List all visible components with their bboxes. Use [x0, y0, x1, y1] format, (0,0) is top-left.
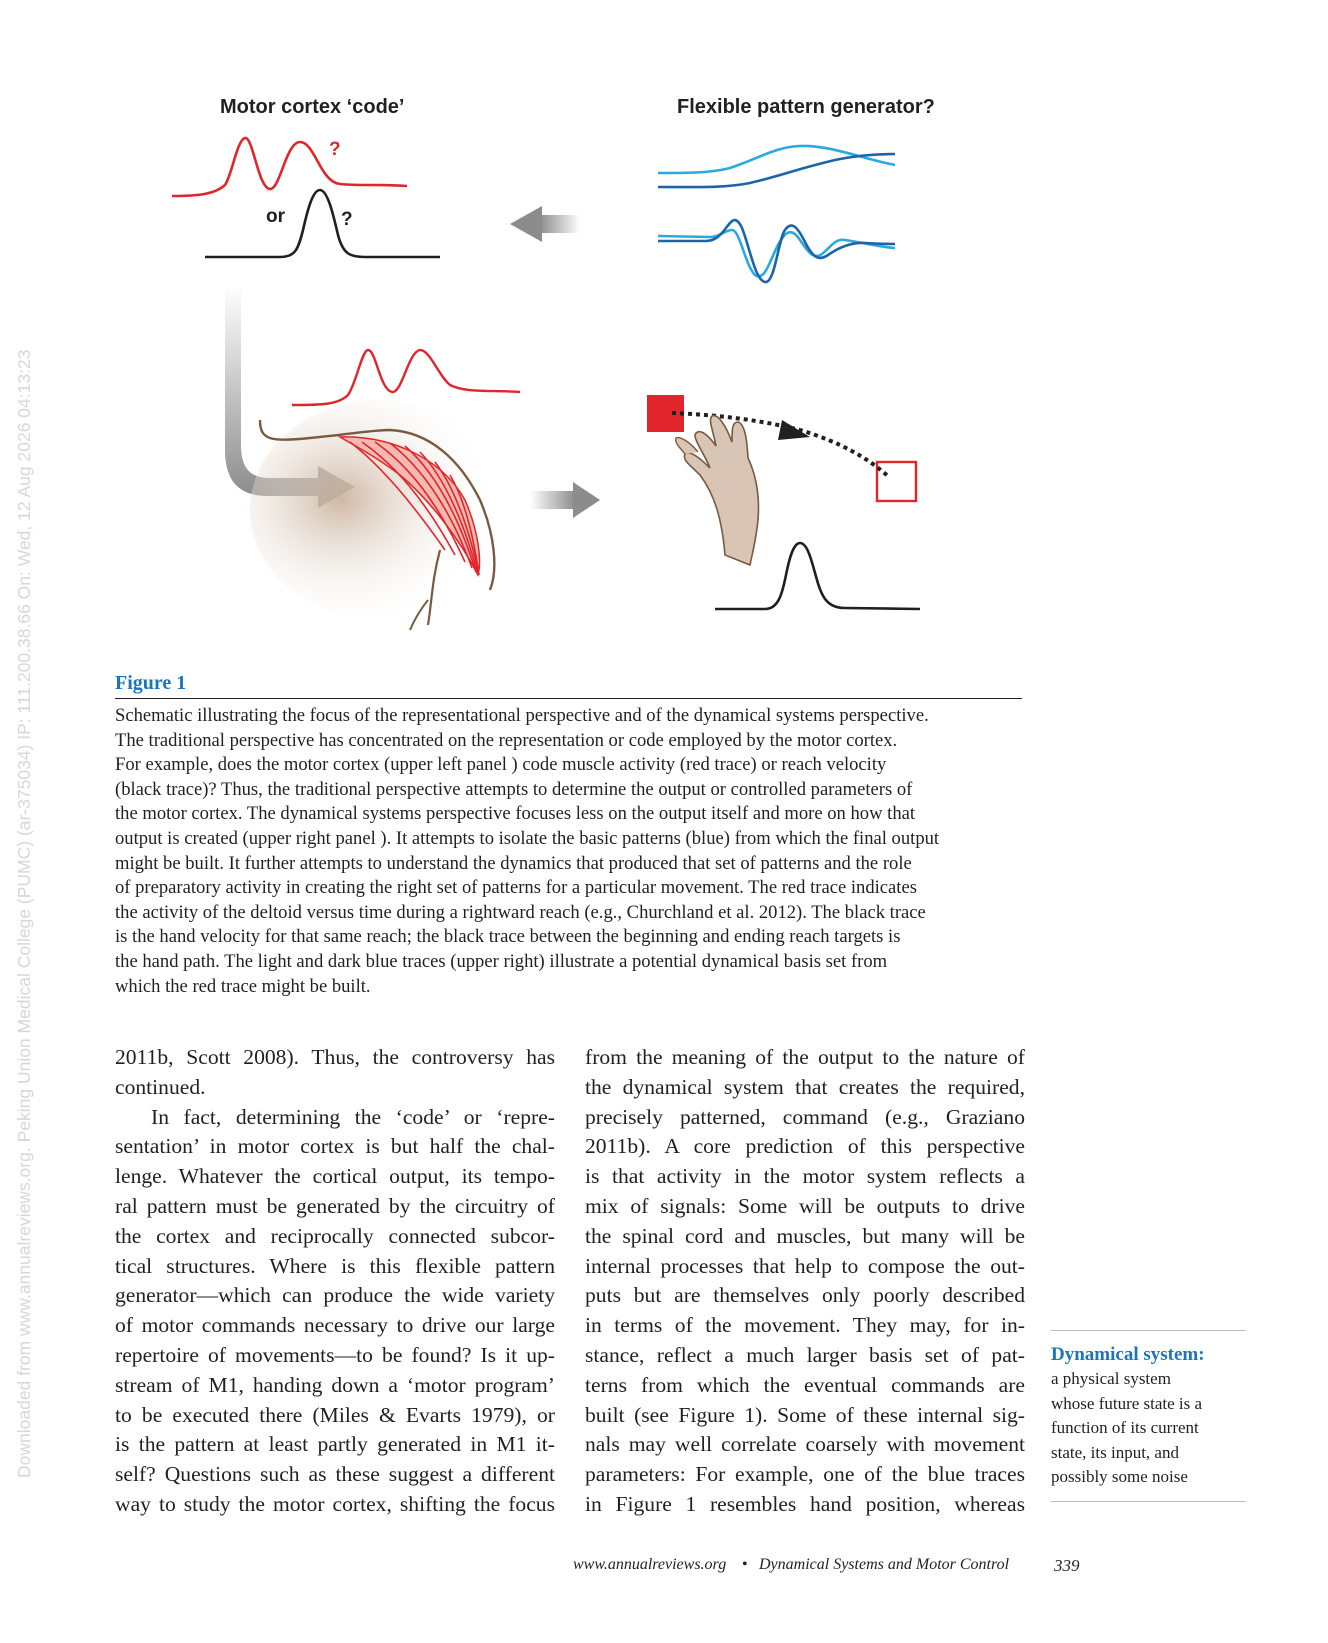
caption-line: the motor cortex. The dynamical systems perspective focuses less on the output itself and more on how that — [115, 803, 916, 825]
body-line: the dynamical system that creates the required, — [585, 1074, 1025, 1099]
page-number: 339 — [1054, 1556, 1080, 1575]
shoulder-deltoid-illustration — [250, 400, 510, 630]
body-line: from the meaning of the output to the nature of — [585, 1045, 1025, 1069]
body-line: ral pattern must be generated by the circuitry of — [115, 1193, 555, 1218]
body-line: is that activity in the motor system reflects a — [585, 1164, 1025, 1189]
black-question-mark: ? — [341, 209, 353, 230]
body-line: 2011b, Scott 2008). Thus, the controversy has — [115, 1045, 555, 1069]
watermark-text: Downloaded from www.annualreviews.org. Peking Union Medical College (PUMC) (ar-375034) IP: 111.200.38.66 On: Wed, 12 Aug 2026 04:13:23 — [14, 349, 34, 1478]
body-line: In fact, determining the ‘code’ or ‘repre- — [151, 1104, 555, 1129]
end-target — [877, 462, 916, 501]
definition-line: possibly some noise — [1051, 1467, 1188, 1487]
figure-label: Figure 1 — [115, 672, 187, 694]
caption-line: (black trace)? Thus, the traditional perspective attempts to determine the output or controlled parameters of — [115, 778, 913, 800]
body-line: the spinal cord and muscles, but many will be — [585, 1223, 1025, 1248]
footer-bullet: • — [742, 1556, 748, 1573]
caption-line: the activity of the deltoid versus time during a rightward reach (e.g., Churchland et al. 2012). The black trace — [115, 901, 926, 923]
body-line: way to study the motor cortex, shifting the focus — [115, 1491, 555, 1516]
light-blue-trace-slow — [658, 146, 895, 173]
body-line: continued. — [115, 1074, 206, 1099]
body-line: puts but are themselves only poorly described — [585, 1283, 1025, 1308]
body-column-left — [115, 1043, 555, 1520]
body-line: stream of M1, handing down a ‘motor program’ — [115, 1372, 555, 1397]
caption-line: Schematic illustrating the focus of the representational perspective and of the dynamical systems perspective. — [115, 705, 929, 726]
dark-blue-trace-slow — [658, 154, 895, 187]
caption-line: of preparatory activity in creating the right set of patterns for a particular movement. The red trace indicates — [115, 877, 917, 899]
figure-caption — [115, 704, 1030, 999]
caption-line: For example, does the motor cortex (upper left panel ) code muscle activity (red trace) or reach velocity — [115, 754, 887, 776]
caption-line: The traditional perspective has concentrated on the representation or code employed by the motor cortex. — [115, 729, 898, 751]
footer-running-title: Dynamical Systems and Motor Control — [759, 1556, 1010, 1573]
gray-arrow-right — [530, 482, 600, 518]
figure-caption-rule — [115, 698, 1022, 699]
caption-line: which the red trace might be built. — [115, 975, 371, 997]
right-panel-title: Flexible pattern generator? — [677, 96, 935, 118]
hand-path-arrowhead — [778, 420, 810, 440]
body-line: repertoire of movements—to be found? Is it up- — [115, 1342, 555, 1367]
body-line: 2011b). A core prediction of this perspective — [585, 1134, 1025, 1159]
definition-line: a physical system — [1051, 1369, 1171, 1388]
body-line: is the pattern at least partly generated in M1 it- — [115, 1432, 555, 1457]
definition-line: function of its current — [1051, 1418, 1199, 1438]
definition-text — [1051, 1367, 1246, 1490]
definition-line: whose future state is a — [1051, 1393, 1203, 1413]
footer-url[interactable]: www.annualreviews.org — [573, 1556, 727, 1573]
body-line: generator—which can produce the wide variety — [115, 1283, 555, 1308]
body-line: mix of signals: Some will be outputs to drive — [585, 1193, 1025, 1218]
caption-line: is the hand velocity for that same reach; the black trace between the beginning and ending reach targets is — [115, 926, 901, 948]
body-line: parameters: For example, one of the blue traces — [585, 1462, 1025, 1487]
body-line: precisely patterned, command (e.g., Graziano — [585, 1104, 1025, 1129]
figure-1 — [110, 70, 980, 670]
or-label: or — [266, 206, 285, 227]
body-column-right — [585, 1043, 1025, 1520]
body-line: to be executed there (Miles & Evarts 1979), or — [115, 1402, 555, 1427]
body-line: built (see Figure 1). Some of these internal sig- — [585, 1402, 1025, 1427]
caption-line: the hand path. The light and dark blue traces (upper right) illustrate a potential dynamical basis set from — [115, 950, 888, 972]
body-line: sentation’ in motor cortex is but half the chal- — [115, 1134, 555, 1159]
definition-line: state, its input, and — [1051, 1442, 1179, 1462]
margin-definition-box — [1051, 1330, 1246, 1502]
hand-illustration — [676, 416, 759, 565]
body-line: lenge. Whatever the cortical output, its tempo- — [115, 1164, 555, 1189]
black-trace-upper — [205, 190, 440, 257]
caption-line: output is created (upper right panel ). It attempts to isolate the basic patterns (blue) from which the final output — [115, 827, 940, 849]
figure-1-illustration — [110, 70, 980, 670]
body-line: self? Questions such as these suggest a different — [115, 1462, 555, 1487]
left-panel-title: Motor cortex ‘code’ — [220, 96, 405, 118]
body-line: in Figure 1 resembles hand position, whereas — [585, 1491, 1025, 1516]
body-line: nals may well correlate coarsely with movement — [585, 1432, 1025, 1457]
red-trace-upper — [172, 138, 407, 196]
gray-arrow-left — [510, 206, 580, 242]
red-trace-lower — [292, 350, 520, 405]
red-question-mark: ? — [329, 139, 341, 160]
body-line: of motor commands necessary to drive our large — [115, 1313, 555, 1338]
caption-line: might be built. It further attempts to understand the dynamics that produced that set of patterns and the role — [115, 852, 912, 874]
body-line: tical structures. Where is this flexible pattern — [115, 1253, 555, 1278]
body-line: the cortex and reciprocally connected subcor- — [115, 1223, 555, 1248]
body-line: in terms of the movement. They may, for in- — [585, 1313, 1025, 1338]
definition-term: Dynamical system: — [1051, 1344, 1205, 1365]
body-line: internal processes that help to compose the out- — [585, 1253, 1025, 1278]
body-line: stance, reflect a much larger basis set of pat- — [585, 1342, 1025, 1367]
body-line: terns from which the eventual commands are — [585, 1372, 1025, 1397]
start-target — [647, 395, 684, 432]
